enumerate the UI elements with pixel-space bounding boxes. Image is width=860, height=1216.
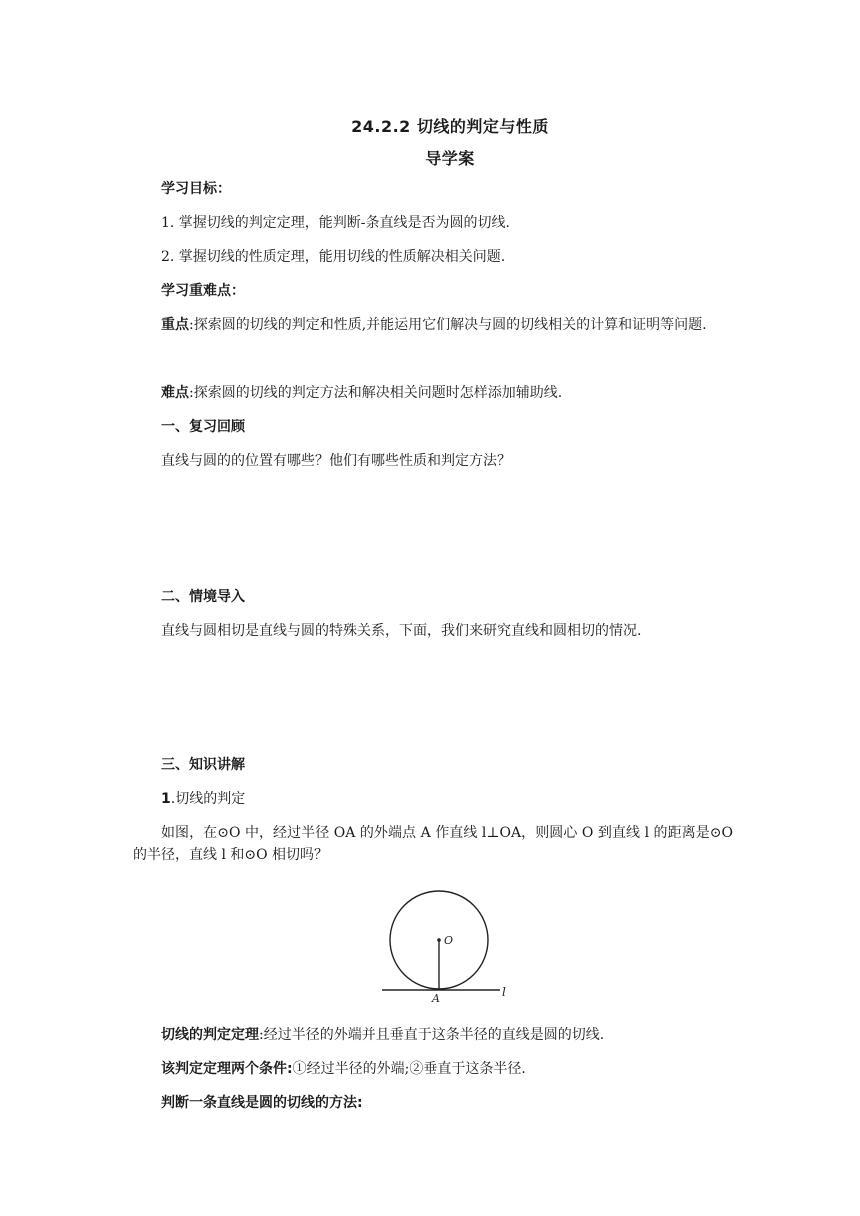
subsection-title-text: .切线的判定: [170, 791, 246, 807]
focus-paragraph: [133, 314, 733, 336]
label-o: O: [444, 934, 454, 947]
conditions-text: ①经过半径的外端;②垂直于这条半径.: [292, 1061, 526, 1077]
section1-heading: 一、复习回顾: [161, 419, 245, 435]
section2-text: 直线与圆相切是直线与圆的特殊关系，下面，我们来研究直线和圆相切的情况.: [161, 623, 642, 639]
conditions-label: 该判定定理两个条件:: [161, 1061, 293, 1077]
focus-text: :探索圆的切线的判定和性质,并能运用它们解决与圆的切线相关的计算和证明等问题.: [189, 317, 707, 333]
theorem-paragraph: [161, 1024, 604, 1046]
objectives-heading: 学习目标：: [161, 181, 231, 197]
document-title: 24.2.2 切线的判定与性质: [351, 117, 549, 136]
section2-heading: 二、情境导入: [161, 589, 245, 605]
conditions-paragraph: [161, 1058, 526, 1080]
section3-heading: 三、知识讲解: [161, 757, 245, 773]
subsection-number: 1: [161, 791, 171, 807]
label-l: l: [502, 985, 506, 999]
objective-item-2: 2. 掌握切线的性质定理，能用切线的性质解决相关问题.: [161, 249, 506, 265]
focus-label: 重点: [161, 317, 189, 333]
objective-item-1: 1. 掌握切线的判定定理，能判断-条直线是否为圆的切线.: [161, 215, 510, 231]
difficulty-paragraph: [161, 382, 562, 404]
center-point: [437, 938, 441, 942]
key-points-heading: 学习重难点：: [161, 283, 245, 299]
question-paragraph: 如图，在⊙O 中，经过半径 OA 的外端点 A 作直线 l⊥OA，则圆心 O 到直线 l 的距离是⊙O 的半径，直线 l 和⊙O 相切吗？: [133, 825, 733, 863]
difficulty-label: 难点: [161, 385, 189, 401]
subsection-title: [161, 788, 245, 810]
theorem-label: 切线的判定定理: [161, 1027, 259, 1043]
tangent-figure: [376, 890, 516, 1004]
method-heading: [161, 1092, 363, 1114]
section1-text: 直线与圆的的位置有哪些？他们有哪些性质和判定方法？: [161, 453, 511, 469]
theorem-text: :经过半径的外端并且垂直于这条半径的直线是圆的切线.: [259, 1027, 605, 1043]
label-a: A: [432, 992, 440, 1004]
document-subtitle: 导学案: [425, 149, 475, 168]
method-label: 判断一条直线是圆的切线的方法:: [161, 1095, 363, 1111]
difficulty-text: :探索圆的切线的判定方法和解决相关问题时怎样添加辅助线.: [189, 385, 563, 401]
